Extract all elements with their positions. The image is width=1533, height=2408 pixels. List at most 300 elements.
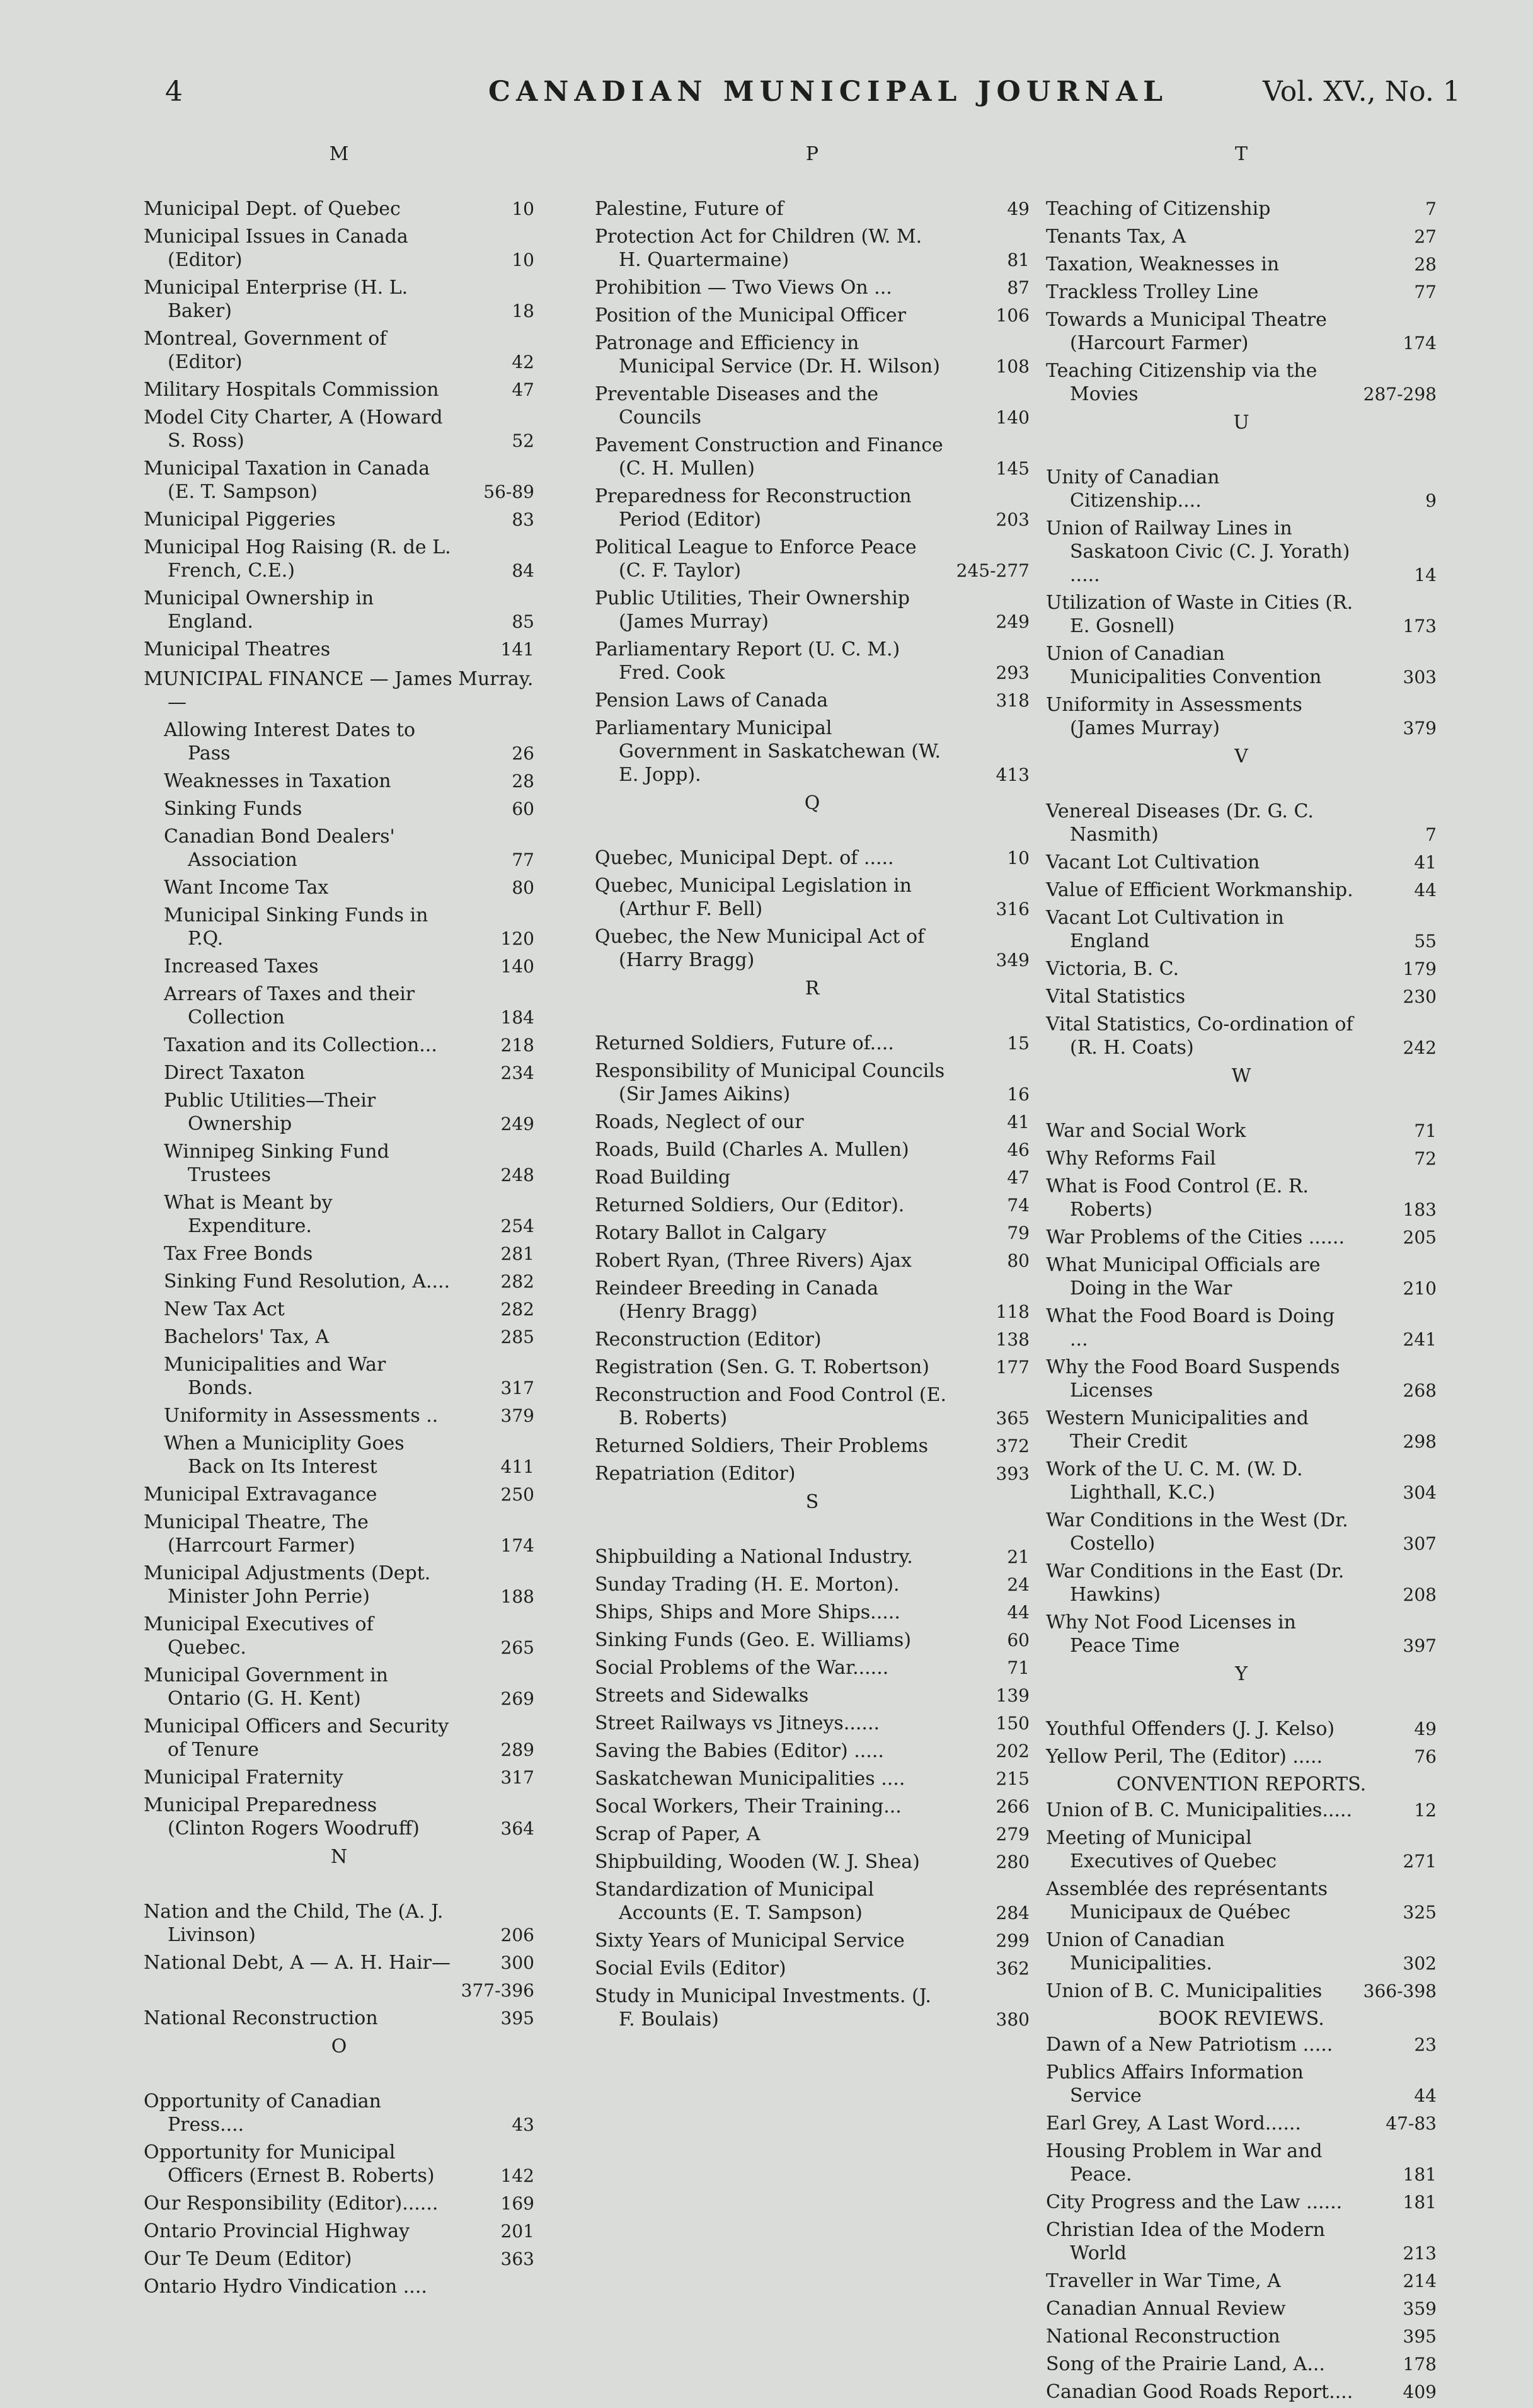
entry-title: Palestine, Future of [595, 198, 784, 220]
section-letter: M [329, 143, 349, 165]
entry-page: 205 [1403, 1227, 1437, 1248]
index-entry [144, 1242, 534, 1265]
index-entry [1046, 642, 1437, 689]
entry-title: Sinking Funds (Geo. E. Williams) [595, 1629, 912, 1651]
index-entry [144, 1613, 534, 1659]
index-entry [1046, 2218, 1437, 2265]
entry-page: 24 [1007, 1574, 1030, 1595]
entry-title: Robert Ryan, (Three Rivers) Ajax [595, 1250, 912, 1272]
index-entry [595, 1545, 1030, 1569]
entry-title: Meeting of Municipal Executives of Quebec [1046, 1827, 1277, 1872]
section-letter: S [805, 1491, 819, 1513]
index-entry [595, 1356, 1030, 1379]
entry-page: 44 [1414, 2085, 1437, 2106]
entry-title: Streets and Sidewalks [595, 1685, 809, 1707]
index-entry [144, 406, 534, 452]
index-entry [1046, 2380, 1437, 2404]
entry-page: 364 [500, 1818, 534, 1839]
entry-title: What is Food Control (E. R. Roberts) [1046, 1175, 1309, 1221]
entry-page: 215 [996, 1768, 1030, 1789]
entry-title: Union of B. C. Municipalities [1046, 1980, 1323, 2002]
entry-page: 300 [500, 1952, 534, 1973]
index-entry [144, 2007, 534, 2030]
index-entry [1046, 1717, 1437, 1741]
entry-page: 183 [1403, 1199, 1437, 1220]
entry-page: 44 [1414, 880, 1437, 901]
entry-title: Protection Act for Children (W. M. H. Quartermaine) [595, 226, 922, 271]
index-entry [595, 1795, 1030, 1818]
index-entry [1046, 2112, 1437, 2135]
entry-title: Increased Taxes [164, 955, 319, 977]
entry-title: Ships, Ships and More Ships..... [595, 1601, 900, 1623]
index-entry [144, 1794, 534, 1840]
entry-page: 395 [1403, 2326, 1437, 2347]
index-entry [144, 718, 534, 765]
entry-page: 84 [512, 560, 534, 581]
entry-title: Municipal Fraternity [144, 1766, 343, 1789]
index-entry [595, 1601, 1030, 1624]
entry-page: 28 [1414, 254, 1437, 275]
entry-page: 52 [512, 430, 534, 451]
entry-page: 188 [500, 1586, 534, 1607]
entry-title: What the Food Board is Doing ... [1046, 1305, 1335, 1351]
entry-title: Value of Efficient Workmanship. [1046, 879, 1353, 901]
entry-page: 411 [500, 1456, 534, 1477]
entry-page: 71 [1414, 1120, 1437, 1141]
section-letter: O [331, 2036, 347, 2058]
index-entry [595, 331, 1030, 378]
entry-page: 241 [1403, 1329, 1437, 1350]
entry-title: Municipal Ownership in England. [144, 587, 374, 633]
entry-page: 250 [500, 1484, 534, 1505]
entry-page: 42 [512, 352, 534, 372]
entry-page: 81 [1007, 250, 1030, 270]
entry-page: 141 [500, 639, 534, 660]
entry-title: Returned Soldiers, Their Problems [595, 1435, 928, 1457]
index-entry [595, 276, 1030, 299]
index-entry [595, 717, 1030, 786]
entry-page: 178 [1403, 2354, 1437, 2375]
entry-page: 318 [996, 690, 1030, 711]
entry-title: Taxation, Weaknesses in [1046, 253, 1280, 275]
entry-title: Municipal Piggeries [144, 509, 336, 531]
index-entry [595, 1850, 1030, 1874]
entry-page: 268 [1403, 1380, 1437, 1401]
index-entry [1046, 1928, 1437, 1975]
section-letter: Y [1235, 1663, 1248, 1685]
entry-title: Vacant Lot Cultivation [1046, 851, 1260, 873]
entry-page: 248 [500, 1165, 534, 1185]
entry-page: 55 [1414, 931, 1437, 952]
entry-title: Public Utilities—Their Ownership [164, 1090, 376, 1135]
index-entry [1046, 1253, 1437, 1300]
index-entry [1046, 1407, 1437, 1453]
entry-title: Parliamentary Report (U. C. M.) Fred. Cook [595, 638, 900, 684]
entry-title: Municipal Issues in Canada (Editor) [144, 226, 408, 271]
entry-title: Opportunity for Municipal Officers (Ernest B. Roberts) [144, 2141, 435, 2187]
entry-title: Union of Canadian Municipalities Convention [1046, 643, 1322, 688]
entry-page: 362 [996, 1958, 1030, 1979]
entry-title: Nation and the Child, The (A. J. Livinson) [144, 1901, 444, 1946]
index-entry [595, 1110, 1030, 1134]
entry-title: Municipal Enterprise (H. L. Baker) [144, 277, 408, 322]
entry-page: 366-398 [1363, 1981, 1437, 2002]
entry-page: 287-298 [1363, 384, 1437, 405]
entry-title: Western Municipalities and Their Credit [1046, 1407, 1309, 1453]
entry-page: 9 [1425, 490, 1437, 511]
index-entry [595, 1194, 1030, 1217]
index-entry [144, 1562, 534, 1608]
index-column-1 [144, 137, 534, 2303]
entry-title: Standardization of Municipal Accounts (E. T. Sampson) [595, 1879, 875, 1924]
entry-page: 245-277 [956, 560, 1030, 581]
index-entry [144, 2192, 534, 2215]
entry-title: Municipal Officers and Security of Tenure [144, 1715, 449, 1761]
entry-title: Youthful Offenders (J. J. Kelso) [1046, 1718, 1335, 1740]
entry-title: Union of Railway Lines in Saskatoon Civic (C. J. Yorath) ..... [1046, 517, 1350, 586]
index-entry [595, 1985, 1030, 2031]
entry-title: Allowing Interest Dates to Pass [164, 719, 416, 764]
entry-title: Quebec, Municipal Legislation in (Arthur F. Bell) [595, 875, 912, 920]
index-entry [595, 1138, 1030, 1161]
index-entry [1046, 280, 1437, 304]
index-entry [144, 904, 534, 950]
index-entry [1046, 851, 1437, 874]
entry-title: Vital Statistics [1046, 986, 1186, 1008]
entry-page: 10 [512, 250, 534, 270]
entry-page: 349 [996, 950, 1030, 971]
entry-page: 41 [1414, 852, 1437, 873]
entry-page: 303 [1403, 667, 1437, 688]
entry-title: Housing Problem in War and Peace. [1046, 2140, 1323, 2186]
index-entry [144, 1353, 534, 1400]
entry-page: 10 [1007, 848, 1030, 868]
index-entry [1046, 591, 1437, 638]
entry-title: Want Income Tax [164, 877, 329, 899]
entry-title: Tenants Tax, A [1046, 226, 1186, 248]
index-entry [595, 485, 1030, 531]
index-entry [144, 1511, 534, 1557]
entry-page: 23 [1414, 2034, 1437, 2055]
index-entry [595, 1277, 1030, 1323]
entry-page: 302 [1403, 1953, 1437, 1974]
entry-title: Work of the U. C. M. (W. D. Lighthall, K.C.) [1046, 1458, 1303, 1504]
entry-page: 179 [1403, 959, 1437, 979]
entry-title: Why the Food Board Suspends Licenses [1046, 1356, 1340, 1402]
entry-page: 15 [1007, 1033, 1030, 1054]
entry-page: 140 [996, 407, 1030, 428]
entry-page: 282 [500, 1299, 534, 1320]
section-letter: P [805, 143, 819, 165]
entry-page: 41 [1007, 1112, 1030, 1132]
entry-page: 72 [1414, 1148, 1437, 1169]
index-entry [595, 1628, 1030, 1652]
entry-page: 281 [500, 1243, 534, 1264]
entry-page: 150 [996, 1713, 1030, 1734]
entry-page: 395 [500, 2008, 534, 2029]
index-entry [595, 225, 1030, 272]
entry-title: Victoria, B. C. [1046, 958, 1180, 980]
entry-title: Publics Affairs Information Service [1046, 2061, 1304, 2107]
entry-title: Reconstruction (Editor) [595, 1328, 822, 1351]
index-entry [1046, 693, 1437, 740]
entry-title: Municipal Adjustments (Dept. Minister John Perrie) [144, 1562, 431, 1608]
entry-title: Political League to Enforce Peace (C. F. Taylor) [595, 536, 917, 582]
index-entry [1046, 225, 1437, 248]
index-entry [1046, 253, 1437, 276]
entry-title: Teaching of Citizenship [1046, 198, 1271, 220]
entry-title: Repatriation (Editor) [595, 1463, 796, 1485]
index-subheading: CONVENTION REPORTS. [1116, 1773, 1367, 1795]
index-entry [595, 197, 1030, 221]
entry-page: 249 [500, 1114, 534, 1134]
index-entry [595, 587, 1030, 633]
index-entry [595, 434, 1030, 480]
entry-title: Quebec, the New Municipal Act of (Harry Bragg) [595, 926, 925, 971]
entry-page: 271 [1403, 1851, 1437, 1872]
index-column-3 [1046, 137, 1437, 2408]
entry-page: 173 [1403, 616, 1437, 637]
entry-page: 393 [996, 1463, 1030, 1484]
entry-title: Saskatchewan Municipalities .... [595, 1768, 905, 1790]
index-entry [1046, 906, 1437, 953]
index-entry [595, 1767, 1030, 1790]
index-entry [595, 1929, 1030, 1952]
index-column-2 [595, 137, 1030, 2036]
entry-title: National Reconstruction [1046, 2325, 1280, 2348]
entry-title: Municipal Theatres [144, 638, 331, 660]
entry-title: War Problems of the Cities ...... [1046, 1226, 1345, 1248]
entry-page: 177 [996, 1357, 1030, 1378]
entry-title: Pension Laws of Canada [595, 689, 829, 711]
entry-title: Municipal Sinking Funds in P.Q. [164, 904, 428, 950]
index-entry [595, 1823, 1030, 1846]
entry-title: Model City Charter, A (Howard S. Ross) [144, 406, 443, 452]
entry-page: 377-396 [461, 1980, 534, 2001]
index-entry [144, 2090, 534, 2136]
index-entry [595, 1328, 1030, 1351]
index-entry [144, 638, 534, 661]
entry-title: Reconstruction and Food Control (E. B. Roberts) [595, 1384, 947, 1429]
entry-page: 184 [500, 1007, 534, 1028]
entry-page: 379 [1403, 718, 1437, 739]
entry-title: Municipal Executives of Quebec. [144, 1613, 374, 1659]
index-entry [595, 925, 1030, 972]
index-entry [144, 378, 534, 401]
entry-title: Roads, Build (Charles A. Mullen) [595, 1139, 909, 1161]
entry-page: 206 [500, 1925, 534, 1945]
index-entry [595, 689, 1030, 712]
index-entry [144, 2247, 534, 2271]
entry-title: National Reconstruction [144, 2007, 378, 2029]
entry-title: Preparedness for Reconstruction Period (Editor) [595, 485, 912, 531]
entry-title: Venereal Diseases (Dr. G. C. Nasmith) [1046, 800, 1314, 846]
index-entry [595, 638, 1030, 684]
entry-page: 43 [512, 2114, 534, 2135]
entry-title: Socal Workers, Their Training... [595, 1795, 902, 1818]
section-letter: Q [804, 792, 820, 814]
index-entry [1046, 2269, 1437, 2293]
index-entry [1046, 1305, 1437, 1351]
entry-title: Saving the Babies (Editor) ..... [595, 1740, 884, 1762]
entry-page: 47 [1007, 1167, 1030, 1188]
section-letter: V [1234, 746, 1248, 768]
entry-page: 108 [996, 356, 1030, 377]
index-entry [595, 1221, 1030, 1245]
entry-title: When a Municiplity Goes Back on Its Interest [164, 1432, 405, 1478]
entry-title: Arrears of Taxes and their Collection [164, 983, 415, 1028]
index-entry [1046, 1745, 1437, 1768]
index-entry [144, 1140, 534, 1187]
entry-page: 214 [1403, 2271, 1437, 2291]
index-entry [1046, 1799, 1437, 1822]
index-entry [1046, 197, 1437, 221]
entry-page: 298 [1403, 1431, 1437, 1452]
entry-title: Registration (Sen. G. T. Robertson) [595, 1356, 929, 1378]
index-entry [1046, 2325, 1437, 2348]
entry-page: 242 [1403, 1037, 1437, 1058]
index-entry [1046, 1147, 1437, 1170]
journal-title: CANADIAN MUNICIPAL JOURNAL [488, 76, 1169, 108]
index-entry [1046, 517, 1437, 587]
index-entry [144, 1325, 534, 1349]
index-entry [144, 1900, 534, 1947]
entry-title: War Conditions in the East (Dr. Hawkins) [1046, 1560, 1345, 1606]
index-subheading: BOOK REVIEWS. [1158, 2008, 1324, 2030]
entry-title: Military Hospitals Commission [144, 379, 439, 401]
entry-title: What Municipal Officials are Doing in the War [1046, 1254, 1321, 1299]
entry-title: Reindeer Breeding in Canada (Henry Bragg) [595, 1277, 879, 1323]
entry-title: Shipbuilding, Wooden (W. J. Shea) [595, 1851, 920, 1873]
entry-page: 10 [512, 199, 534, 219]
entry-title: Parliamentary Municipal Government in Saskatchewan (W. E. Jopp). [595, 717, 941, 786]
entry-page: 16 [1007, 1084, 1030, 1105]
entry-page: 83 [512, 509, 534, 530]
entry-page: 203 [996, 509, 1030, 530]
index-entry [595, 846, 1030, 870]
index-entry [595, 1166, 1030, 1189]
index-entry [144, 876, 534, 899]
index-entry [1046, 1560, 1437, 1606]
index-entry [144, 1191, 534, 1238]
index-entry [595, 1656, 1030, 1679]
entry-page: 56-89 [483, 481, 534, 502]
index-entry [1046, 1509, 1437, 1555]
index-entry [1046, 2353, 1437, 2376]
entry-title: Municipal Government in Ontario (G. H. Kent) [144, 1664, 388, 1710]
index-entry [144, 1483, 534, 1506]
index-entry [144, 587, 534, 633]
index-entry [595, 536, 1030, 582]
index-entry [144, 225, 534, 272]
entry-title: Union of B. C. Municipalities..... [1046, 1799, 1353, 1821]
entry-title: Returned Soldiers, Our (Editor). [595, 1194, 905, 1216]
entry-page: 138 [996, 1329, 1030, 1350]
entry-title: New Tax Act [164, 1298, 285, 1320]
entry-title: Social Evils (Editor) [595, 1957, 786, 1979]
entry-page: 289 [500, 1739, 534, 1760]
entry-page: 28 [512, 771, 534, 792]
volume-number: Vol. XV., No. 1 [1263, 76, 1461, 108]
entry-title: Municipalities and War Bonds. [164, 1354, 386, 1399]
entry-title: Union of Canadian Municipalities. [1046, 1929, 1225, 1974]
index-entry [1046, 1877, 1437, 1924]
entry-title: Scrap of Paper, A [595, 1823, 761, 1845]
entry-page: 380 [996, 2009, 1030, 2030]
entry-page: 106 [996, 305, 1030, 326]
index-entry [1046, 1356, 1437, 1402]
entry-page: 21 [1007, 1547, 1030, 1567]
entry-page: 282 [500, 1271, 534, 1292]
entry-title: Uniformity in Assessments (James Murray) [1046, 694, 1302, 739]
entry-title: Roads, Neglect of our [595, 1111, 804, 1133]
entry-title: Vital Statistics, Co-ordination of (R. H. Coats) [1046, 1013, 1353, 1059]
page-header [0, 76, 1533, 126]
entry-title: Yellow Peril, The (Editor) ..... [1046, 1746, 1323, 1768]
index-heading: MUNICIPAL FINANCE — James Murray.— [144, 668, 534, 713]
entry-page: 317 [500, 1378, 534, 1398]
entry-title: Weaknesses in Taxation [164, 770, 391, 792]
entry-title: Ontario Provincial Highway [144, 2220, 410, 2242]
index-entry [1046, 1226, 1437, 1249]
index-entry [144, 825, 534, 872]
entry-title: Winnipeg Sinking Fund Trustees [164, 1141, 389, 1186]
index-entry [144, 508, 534, 531]
index-entry [144, 197, 534, 221]
index-entry [1046, 957, 1437, 981]
section-letter: R [805, 977, 820, 999]
index-entry [1046, 1175, 1437, 1221]
entry-page: 208 [1403, 1584, 1437, 1605]
entry-title: Teaching Citizenship via the Movies [1046, 360, 1318, 405]
entry-page: 280 [996, 1852, 1030, 1872]
entry-page: 213 [1403, 2243, 1437, 2264]
entry-title: Opportunity of Canadian Press.... [144, 2090, 381, 2136]
entry-page: 49 [1007, 199, 1030, 219]
index-entry [144, 276, 534, 323]
entry-page: 49 [1414, 1719, 1437, 1739]
entry-title: Preventable Diseases and the Councils [595, 383, 879, 429]
index-entry [595, 1434, 1030, 1458]
entry-page: 409 [1403, 2382, 1437, 2402]
entry-title: Sinking Funds [164, 798, 302, 820]
entry-page: 249 [996, 611, 1030, 632]
entry-title: Unity of Canadian Citizenship.... [1046, 466, 1220, 512]
entry-title: Sinking Fund Resolution, A.... [164, 1270, 451, 1293]
entry-page: 76 [1414, 1746, 1437, 1767]
index-entry [144, 1089, 534, 1136]
page-number: 4 [165, 76, 183, 108]
entry-page: 118 [996, 1301, 1030, 1322]
index-entry [144, 1034, 534, 1057]
entry-page: 359 [1403, 2298, 1437, 2319]
entry-title: Municipal Hog Raising (R. de L. French, C.E.) [144, 536, 451, 582]
index-entry [595, 1462, 1030, 1485]
entry-title: Utilization of Waste in Cities (R. E. Gosnell) [1046, 592, 1353, 637]
entry-title: What is Meant by Expenditure. [164, 1192, 333, 1237]
section-letter: W [1231, 1065, 1251, 1087]
entry-title: Trackless Trolley Line [1046, 281, 1259, 303]
index-entry [144, 1715, 534, 1761]
entry-page: 174 [1403, 333, 1437, 354]
index-entry [595, 1059, 1030, 1106]
entry-title: Canadian Bond Dealers' Association [164, 826, 395, 871]
entry-title: Municipal Extravagance [144, 1483, 377, 1506]
index-entry [144, 2220, 534, 2243]
entry-title: Vacant Lot Cultivation in England [1046, 907, 1284, 952]
entry-page: 202 [996, 1741, 1030, 1761]
index-entry [1046, 1611, 1437, 1657]
